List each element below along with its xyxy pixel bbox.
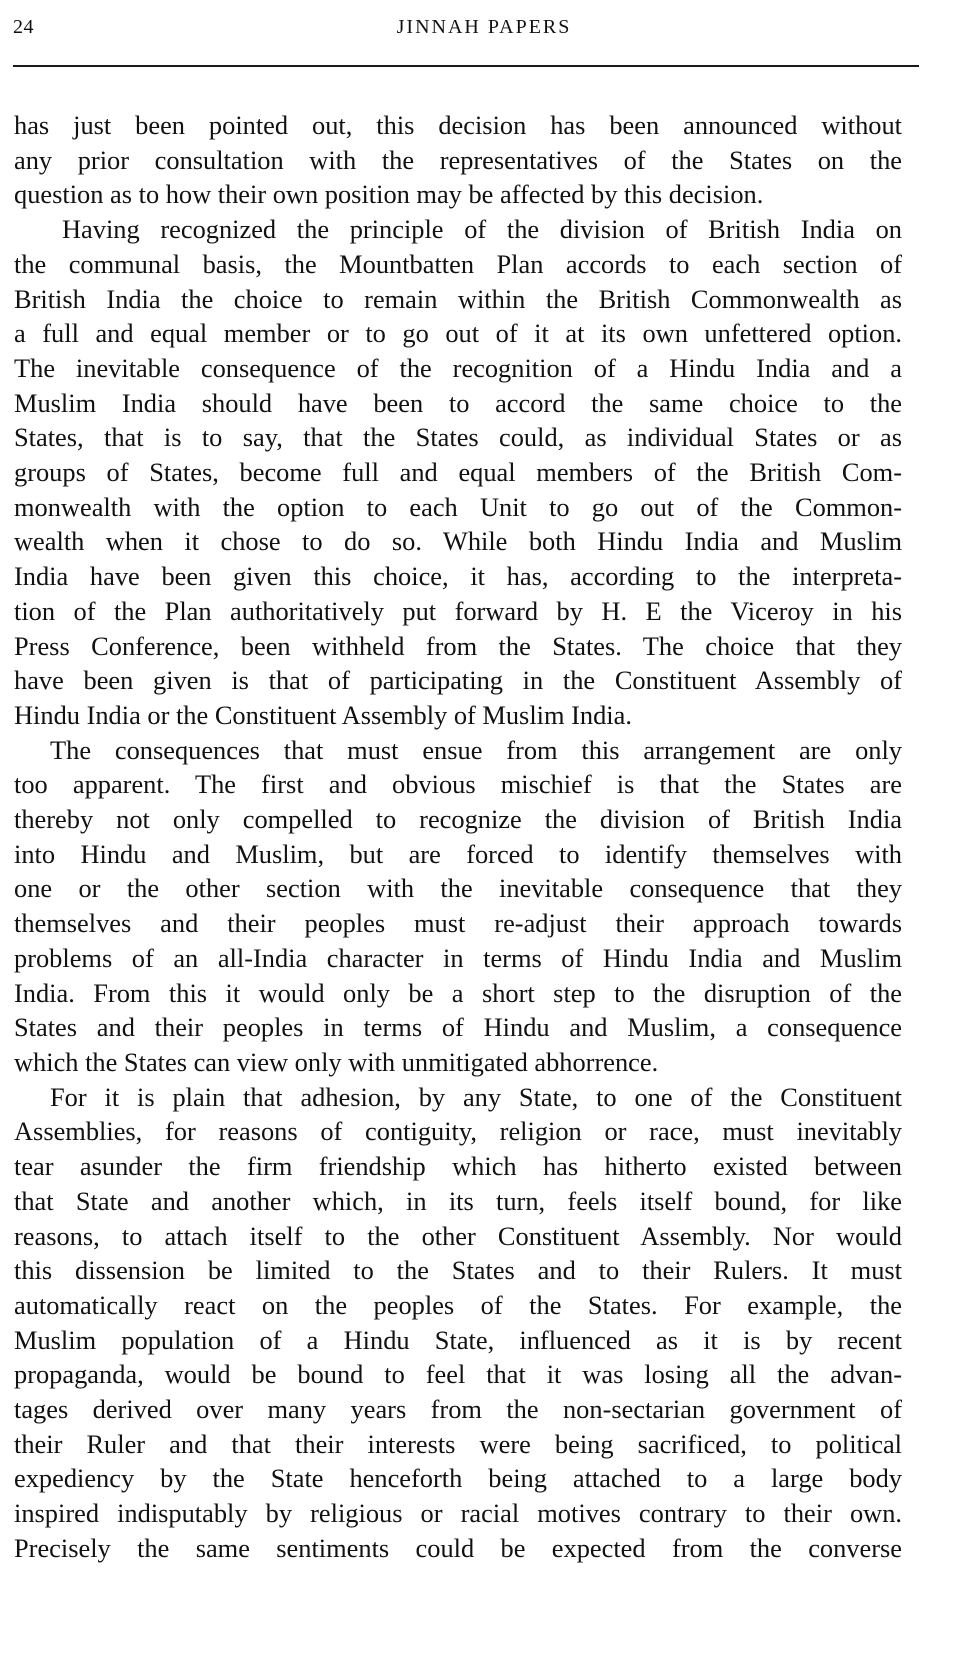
text-line: reasons, to attach itself to the other Constituent Assembly. Nor would [14, 1220, 902, 1251]
text-line: Precisely the same sentiments could be expected from the converse [14, 1532, 902, 1563]
text-line: British India the choice to remain within the British Commonwealth as [14, 283, 902, 314]
text-line: that State and another which, in its turn, feels itself bound, for like [14, 1185, 902, 1216]
text-line: which the States can view only with unmitigated abhorrence. [14, 1046, 659, 1077]
text-line: wealth when it chose to do so. While both Hindu India and Muslim [14, 526, 902, 557]
text-line: a full and equal member or to go out of it at its own unfettered option. [14, 318, 902, 349]
text-line: groups of States, become full and equal members of the British Com- [14, 457, 902, 488]
text-line: Muslim population of a Hindu State, influenced as it is by recent [14, 1324, 902, 1355]
text-line: any prior consultation with the representatives of the States on the [14, 144, 902, 175]
header-rule [13, 65, 919, 67]
text-line: monwealth with the option to each Unit to go out of the Common- [14, 491, 902, 522]
text-line: For it is plain that adhesion, by any State, to one of the Constituent [50, 1081, 902, 1112]
text-line: The inevitable consequence of the recognition of a Hindu India and a [14, 352, 902, 383]
text-line: themselves and their peoples must re-adjust their approach towards [14, 908, 902, 939]
text-line: India have been given this choice, it has, according to the interpreta- [14, 561, 902, 592]
text-line: into Hindu and Muslim, but are forced to identify themselves with [14, 838, 902, 869]
text-line: question as to how their own position may be affected by this decision. [14, 179, 764, 210]
text-line: Assemblies, for reasons of contiguity, religion or race, must inevitably [14, 1116, 902, 1147]
text-line: Hindu India or the Constituent Assembly of Muslim India. [14, 699, 632, 730]
text-line: have been given is that of participating in the Constituent Assembly of [14, 665, 902, 696]
text-line: thereby not only compelled to recognize the division of British India [14, 804, 902, 835]
running-head: JINNAH PAPERS [396, 16, 572, 38]
text-line: The consequences that must ensue from this arrangement are only [50, 734, 902, 765]
text-line: States, that is to say, that the States could, as individual States or as [14, 422, 902, 453]
text-line: States and their peoples in terms of Hindu and Muslim, a consequence [14, 1012, 902, 1043]
text-line: Muslim India should have been to accord the same choice to the [14, 387, 902, 418]
text-line: automatically react on the peoples of the States. For example, the [14, 1289, 902, 1320]
text-line: Having recognized the principle of the division of British India on [62, 214, 902, 245]
page-number: 24 [13, 16, 34, 38]
body-text [14, 108, 902, 1566]
text-line: their Ruler and that their interests were being sacrificed, to political [14, 1428, 902, 1459]
text-line: inspired indisputably by religious or racial motives contrary to their own. [14, 1498, 902, 1529]
text-line: too apparent. The first and obvious mischief is that the States are [14, 769, 902, 800]
text-line: tion of the Plan authoritatively put forward by H. E the Viceroy in his [14, 595, 902, 626]
text-line: Press Conference, been withheld from the States. The choice that they [14, 630, 902, 661]
text-line: propaganda, would be bound to feel that it was losing all the advan- [14, 1359, 902, 1390]
text-line: this dissension be limited to the States and to their Rulers. It must [14, 1255, 902, 1286]
text-line: has just been pointed out, this decision has been announced without [14, 110, 902, 140]
text-line: tages derived over many years from the non-sectarian government of [14, 1394, 902, 1425]
text-line: the communal basis, the Mountbatten Plan accords to each section of [14, 248, 902, 279]
text-line: India. From this it would only be a short step to the disruption of the [14, 977, 902, 1008]
text-line: one or the other section with the inevitable consequence that they [14, 873, 902, 904]
text-line: expediency by the State henceforth being attached to a large body [14, 1463, 902, 1494]
text-line: tear asunder the firm friendship which has hitherto existed between [14, 1151, 902, 1182]
text-line: problems of an all-India character in terms of Hindu India and Muslim [14, 942, 902, 973]
